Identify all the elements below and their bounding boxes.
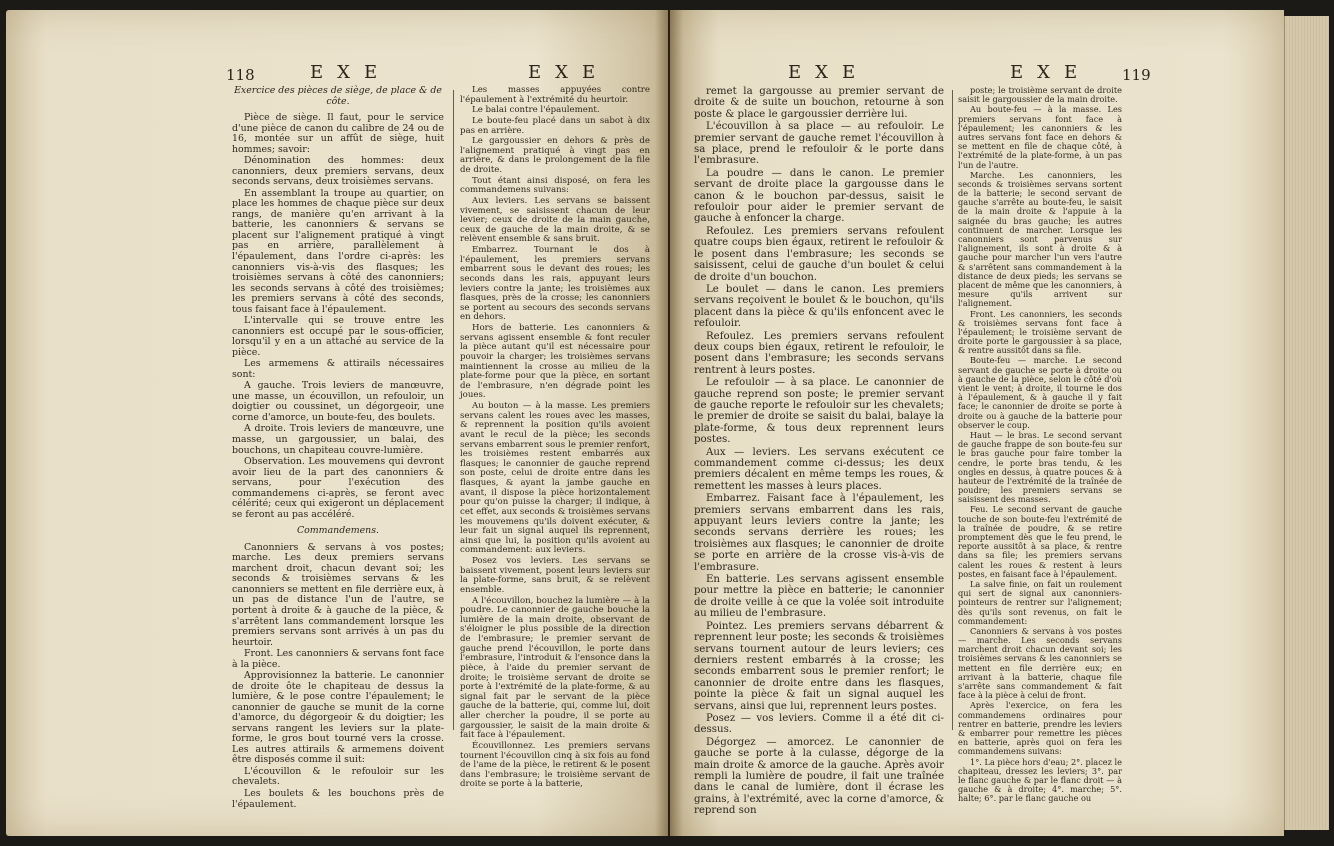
paragraph: Le balai contre l'épaulement. bbox=[472, 105, 600, 116]
paragraph: Canonniers & servans à vos postes — marche. Les seconds servans marchent droit chacun devant soi; les troisièmes servans & les canonniers se mettent en file derrière eux; en arrivant à la batterie, chaque file s'arrête sans commandement & fait face à la pièce à celui de front. bbox=[958, 625, 1122, 701]
right-running-head-2: EXE bbox=[1010, 62, 1092, 83]
paragraph: A l'écouvillon, bouchez la lumière — à la poudre. Le canonnier de gauche bouche la lumière de la main droite, observant de s'éloigner le plus possible de la direction de l'embrasure; le premier servant de gauche prend l'écouvillon, le porte dans l'embrasure, l'introduit & l'ensonce dans la pièce, à l'aide du premier servant de droite; le troisième servant de droite se porte à l'extrémité de la plate-forme, & au signal fait par le servant de la pièce gauche de la batterie, qui, comme lui, doit aller chercher la poudre, il se porte au gargoussier, le saisit de la main droite & fait face à l'épaulement. bbox=[460, 595, 650, 741]
paragraph: Pièce de siège. Il faut, pour le service d'une pièce de canon du calibre de 24 ou de 16, montée sur un affût de siège, huit hommes; savoir: bbox=[232, 112, 444, 155]
paragraph: Dénomination des hommes: deux canonniers, deux premiers servans, deux seconds servans, deux troisièmes servans. bbox=[232, 155, 444, 188]
paragraph: Les boulets & les bouchons près de l'épaulement. bbox=[232, 788, 444, 810]
paragraph: poste; le troisième servant de droite saisit le gargoussier de la main droite. bbox=[958, 85, 1122, 105]
right-column-rule bbox=[952, 90, 953, 730]
paragraph: Dégorgez — amorcez. Le canonnier de gauche se porte à la culasse, dégorge de la main droite & amorce de la gauche. Après avoir rempli la lumière de poudre, il fait une traînée dans le canal de lumière, dont il écrase les grains, à l'extrémité, avec la corne d'amorce, & reprend son bbox=[694, 736, 944, 817]
paragraph: Refoulez. Les premiers servans refoulent quatre coups bien égaux, retirent le refouloir & le posent dans l'embrasure; les seconds se saisissent, celui de gauche d'un boulet & celui de droite d'un bouchon. bbox=[694, 225, 944, 283]
paragraph: remet la gargousse au premier servant de droite & de suite un bouchon, retourne à son poste & place le gargoussier derrière lui. bbox=[694, 86, 944, 120]
paragraph: Le boulet — dans le canon. Les premiers servans reçoivent le boulet & le bouchon, qu'ils placent dans la pièce & qu'ils enfoncent avec le refouloir. bbox=[694, 283, 944, 330]
paragraph: Marche. Les canonniers, les seconds & troisièmes servans sortent de la batterie; le second servant de gauche s'arrête au boute-feu, le saisit de la main droite & l'appuie à la saignée du bras gauche; les autres continuent de marcher. Lorsque les canonniers sont parvenus sur l'alignement, ils sont à droite & à gauche pour marcher l'un vers l'autre & s'arrêtent sans commandement à la distance de deux pieds; les servans se placent de même que les canonniers, à mesure qu'ils arrivent sur l'alignement. bbox=[958, 169, 1122, 309]
paragraph: Écouvillonnez. Les premiers servans tournent l'écouvillon cinq à six fois au fond de l'ame de la pièce, le retirent & le posent dans l'embrasure; le troisième servant de droite se porte à la batterie, bbox=[460, 740, 650, 790]
paragraph: Boute-feu — marche. Le second servant de gauche se porte à droite ou à gauche de la pièce, selon le côté d'où vient le vent; à droite, il tourne le dos à l'épaulement, & à gauche il y fait face; le canonnier de droite se porte à droite ou à gauche de la batterie pour observer le coup. bbox=[958, 355, 1122, 430]
paragraph: L'intervalle qui se trouve entre les canonniers est occupé par le sous-officier, lorsqu'il y en a un attaché au service de la pièce. bbox=[232, 315, 444, 358]
paragraph: Le refouloir — à sa place. Le canonnier de gauche reprend son poste; le premier servant de gauche reporte le refouloir sur les chevalets; le premier de droite se saisit du balai, balaye la plate-forme, & tous deux reprennent leurs postes. bbox=[694, 377, 944, 446]
paragraph: Haut — le bras. Le second servant de gauche frappe de son boute-feu sur le bras gauche pour faire tomber la cendre, le porte bras tendu, & les ongles en dessus, à quatre pouces & à hauteur de l'extrémité de la traînée de poudre; les premiers servans se saisissent des masses. bbox=[958, 429, 1122, 505]
paragraph: Aux — leviers. Les servans exécutent ce commandement comme ci-dessus; les deux premiers décalent en même temps les roues, & remettent les masses à leurs places. bbox=[694, 446, 944, 492]
right-running-head-1: EXE bbox=[788, 62, 870, 83]
paragraph: Refoulez. Les premiers servans refoulent deux coups bien égaux, retirent le refouloir, le posent dans l'embrasure; les seconds servans rentrent à leurs postes. bbox=[694, 330, 944, 376]
paragraph: L'écouvillon à sa place — au refouloir. Le premier servant de gauche remet l'écouvillon à sa place, prend le refouloir & le porte dans l'embrasure. bbox=[694, 121, 944, 167]
paragraph: La poudre — dans le canon. Le premier servant de droite place la gargousse dans le canon & le bouchon par-dessus, saisit le refouloir pour aider le premier servant de gauche à enfoncer la charge. bbox=[694, 167, 944, 225]
paragraph: Le boute-feu placé dans un sabot à dix pas en arrière. bbox=[460, 115, 650, 136]
paragraph: Hors de batterie. Les canonniers & servans agissent ensemble & font reculer la pièce autant qu'il est nécessaire pour pouvoir la charger; les troisièmes servans maintiennent la crosse au milieu de la plate-forme pour que la pièce, en sortant de l'embrasure, n'en dégrade point les joues. bbox=[460, 323, 650, 401]
paragraph: Après l'exercice, on fera les commandemens ordinaires pour rentrer en batterie, prendre les leviers & embarrer pour remettre les pièces en batterie, après quoi on fera les commandemens suivans: bbox=[958, 700, 1122, 757]
left-running-head-2: EXE bbox=[528, 62, 610, 83]
paragraph: 1°. La pièce hors d'eau; 2°. placez le chapiteau, dressez les leviers; 3°. par le flanc gauche & par le flanc droit — à gauche & à droite; 4°. marche; 5°. halte; 6°. par le flanc gauche ou bbox=[958, 756, 1123, 804]
right-column-2 bbox=[958, 86, 1122, 804]
right-column-1 bbox=[694, 86, 944, 818]
book-gutter bbox=[655, 10, 683, 836]
paragraph: Tout étant ainsi disposé, on fera les commandemens suivans: bbox=[460, 175, 650, 196]
paragraph: Approvisionnez la batterie. Le canonnier de droite ôte le chapiteau de dessus la lumière, & le pose contre l'épaulement; le canonnier de gauche se munit de la corne d'amorce, du dégorgeoir & du doigtier; les servans rangent les leviers sur la plate-forme, le gros bout tourné vers la crosse. Les autres attirails & armemens doivent être disposés comme il suit: bbox=[232, 670, 444, 766]
left-column-rule bbox=[453, 90, 454, 730]
paragraph: Au bouton — à la masse. Les premiers servans calent les roues avec les masses, & reprennent la position qu'ils avoient avant le recul de la pièce; les seconds servans embarrent sous le premier renfort, les troisièmes restent embarrés aux flasques; le canonnier de gauche reprend son poste, celui de droite entre dans les flasques, & ayant la jambe gauche en avant, il dispose la pièce horizontalement pour qu'on puisse la charger; il indique, à cet effet, aux seconds & troisièmes servans les mouvemens qu'ils doivent exécuter, & leur fait un signal auquel ils reprennent, ainsi que lui, la position qu'ils avoient au commandement: aux leviers. bbox=[460, 401, 650, 556]
paragraph: Au boute-feu — à la masse. Les premiers servans font face à l'épaulement; les canonniers & les autres servans font face en dehors & se mettent en file de chaque côté, à l'extrémité de la plate-forme, à un pas l'un de l'autre. bbox=[958, 104, 1122, 170]
paragraph: Embarrez. Faisant face à l'épaulement, les premiers servans embarrent dans les rais, appuyant leurs leviers contre la jante; les seconds servans derrière les roues; les troisièmes aux flasques; le canonnier de droite se porte en arrière de la crosse vis-à-vis de l'embrasure. bbox=[694, 493, 944, 573]
left-running-head-1: EXE bbox=[310, 62, 392, 83]
paragraph: L'écouvillon & le refouloir sur les chevalets. bbox=[232, 765, 444, 788]
left-page-number: 118 bbox=[226, 66, 255, 84]
paragraph: Front. Les canonniers & servans font face à la pièce. bbox=[232, 648, 445, 670]
section-heading: Exercice des pièces de siège, de place & de côte. bbox=[234, 85, 442, 107]
paragraph: A droite. Trois leviers de manœuvre, une masse, un gargoussier, un balai, des bouchons, un chapiteau couvre-lumière. bbox=[232, 423, 444, 456]
section-heading: Commandemens. bbox=[296, 525, 380, 537]
paragraph: Le gargoussier en dehors & près de l'alignement pratiqué à vingt pas en arrière, & dans le prolongement de la file de droite. bbox=[460, 136, 650, 175]
right-page-number: 119 bbox=[1122, 66, 1151, 84]
left-column-1 bbox=[232, 86, 444, 811]
paragraph: La salve finie, on fait un roulement qui sert de signal aux canonniers-pointeurs de rentrer sur l'alignement; dès qu'ils sont revenus, on fait le commandement: bbox=[958, 578, 1122, 626]
paragraph: Embarrez. Tournant le dos à l'épaulement, les premiers servans embarrent sous le devant des roues; les seconds dans les rais, appuyant leurs leviers contre la jante; les troisièmes aux flasques, près de la crosse; les canonniers se portent au secours des seconds servans en dehors. bbox=[460, 245, 650, 323]
paragraph: A gauche. Trois leviers de manœuvre, une masse, un écouvillon, un refouloir, un doigtier ou coussinet, un dégorgeoir, une corne d'amorce, un boute-feu, des boulets. bbox=[232, 380, 444, 423]
paragraph: Front. Les canonniers, les seconds & troisièmes servans font face à l'épaulement; le troisième servant de droite porte le gargoussier à sa place, & rentre aussitôt dans sa file. bbox=[958, 308, 1122, 356]
paragraph: Les masses appuyées contre l'épaulement à l'extrémité du heurtoir. bbox=[460, 85, 650, 105]
left-column-2 bbox=[460, 86, 650, 791]
paragraph: Posez vos leviers. Les servans se baissent vivement, posent leurs leviers sur la plate-forme, sans bruit, & se relèvent ensemble. bbox=[460, 556, 650, 595]
paragraph: En assemblant la troupe au quartier, on place les hommes de chaque pièce sur deux rangs, de manière qu'en arrivant à la batterie, les canonniers & servans se placent sur l'alignement pratiqué à vingt pas en arrière, parallèlement à l'épaulement, dans l'ordre ci-après: les canonniers vis-à-vis des flasques; les troisièmes servans à côté des canonniers; les seconds servans à côté des troisièmes; les premiers servans à côté des seconds, tous faisant face à l'épaulement. bbox=[232, 187, 444, 315]
page-edges bbox=[1284, 16, 1329, 830]
paragraph: En batterie. Les servans agissent ensemble pour mettre la pièce en batterie; le canonnier de droite veille à ce que la volée soit introduite au milieu de l'embrasure. bbox=[694, 574, 944, 620]
paragraph: Les armemens & attirails nécessaires sont: bbox=[232, 358, 444, 380]
paragraph: Aux leviers. Les servans se baissent vivement, se saisissent chacun de leur levier; ceux de droite de la main gauche, ceux de gauche de la main droite, & se relèvent ensemble & sans bruit. bbox=[460, 195, 650, 245]
paragraph: Posez — vos leviers. Comme il a été dit ci-dessus. bbox=[694, 712, 944, 736]
paragraph: Pointez. Les premiers servans débarrent & reprennent leur poste; les seconds & troisièmes servans tournent autour de leurs leviers; ces derniers restent embarrés à la crosse; les seconds embarrent sous le premier renfort; le canonnier de droite entre dans les flasques, pointe la pièce & fait un signal auquel les servans, ainsi que lui, reprennent leurs postes. bbox=[694, 620, 944, 712]
paragraph: Canonniers & servans à vos postes; marche. Les deux premiers servans marchent droit, chacun devant soi; les seconds & troisièmes servans & les canonniers se mettent en file derrière eux, à un pas de distance l'un de l'autre, se portent à droite & à gauche de la pièce, & s'arrêtent lans commandement lorsque les premiers servans sont arrivés à un pas du heurtoir. bbox=[232, 541, 444, 648]
paragraph: Feu. Le second servant de gauche touche de son boute-feu l'extrémité de la traînée de poudre, & se retire promptement dès que le feu prend, le reporte aussitôt à sa place, & rentre dans sa file; les premiers servans calent les roues & restent à leurs postes, en faisant face à l'épaulement. bbox=[958, 504, 1122, 579]
paragraph: Observation. Les mouvemens qui devront avoir lieu de la part des canonniers & servans, pour l'exécution des commandemens ci-après, se feront avec célérité; ceux qui exigeront un déplacement se feront au pas accéléré. bbox=[232, 456, 444, 520]
